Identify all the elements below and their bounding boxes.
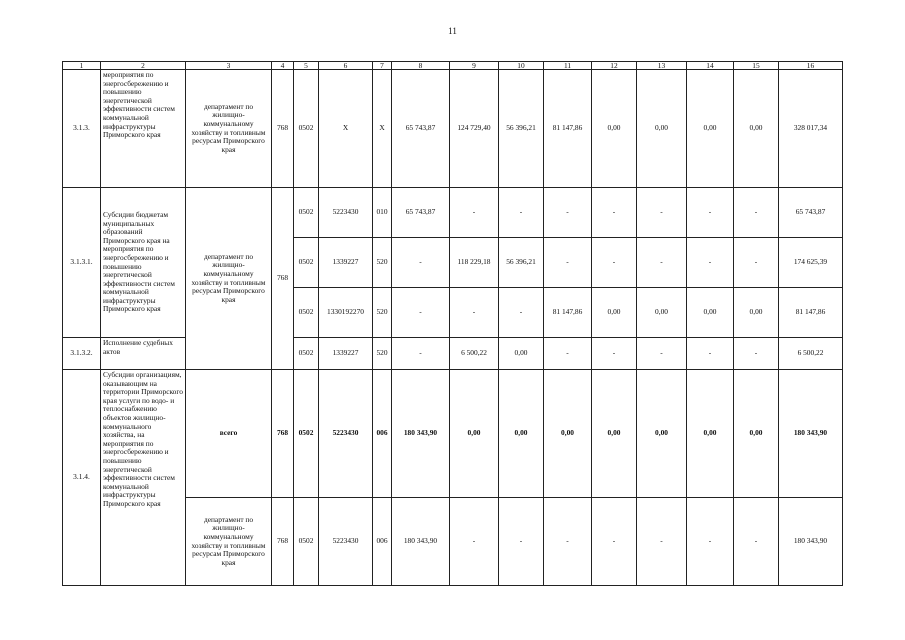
row-description: мероприятия по энергосбережению и повышению энергетической эффективности систем коммунальной инфраструктуры Приморского края: [101, 70, 186, 188]
cell-c12: -: [592, 188, 637, 238]
cell-c8: 180 343,90: [392, 370, 450, 498]
cell-c12: 0,00: [592, 70, 637, 188]
cell-c13: -: [637, 188, 687, 238]
cell-c11: -: [544, 238, 592, 288]
cell-c10: 56 396,21: [499, 70, 544, 188]
cell-c13: -: [637, 498, 687, 586]
cell-c7: X: [373, 70, 392, 188]
cell-c14: -: [687, 338, 734, 370]
row-department: департамент по жилищно-коммунальному хозяйству и топливным ресурсам Приморского края: [186, 70, 272, 188]
cell-c14: 0,00: [687, 70, 734, 188]
cell-c4: 768: [272, 498, 294, 586]
cell-c4: 768: [272, 188, 294, 370]
cell-c12: -: [592, 238, 637, 288]
cell-c5: 0502: [294, 498, 319, 586]
cell-c16: 174 625,39: [779, 238, 843, 288]
cell-c11: -: [544, 338, 592, 370]
cell-c6: 1339227: [319, 238, 373, 288]
col-header: 5: [294, 62, 319, 70]
col-header: 4: [272, 62, 294, 70]
col-header: 2: [101, 62, 186, 70]
cell-c5: 0502: [294, 238, 319, 288]
cell-c7: 520: [373, 288, 392, 338]
cell-c12: -: [592, 338, 637, 370]
cell-c9: -: [450, 498, 499, 586]
cell-c16: 328 017,34: [779, 70, 843, 188]
table-row: [63, 188, 843, 238]
cell-c14: -: [687, 238, 734, 288]
cell-c11: 81 147,86: [544, 288, 592, 338]
cell-c8: 65 743,87: [392, 70, 450, 188]
row-description: Субсидии бюджетам муниципальных образований Приморского края на мероприятия по энергосбережению и повышению энергетической эффективности систем коммунальной инфраструктуры Приморского края: [101, 188, 186, 338]
col-header: 9: [450, 62, 499, 70]
cell-c13: -: [637, 238, 687, 288]
cell-c12: 0,00: [592, 288, 637, 338]
cell-c7: 520: [373, 238, 392, 288]
cell-c8: -: [392, 338, 450, 370]
cell-c10: 0,00: [499, 338, 544, 370]
table-row: [63, 338, 843, 370]
cell-c13: 0,00: [637, 288, 687, 338]
cell-c6: 5223430: [319, 498, 373, 586]
cell-c5: 0502: [294, 288, 319, 338]
cell-c5: 0502: [294, 370, 319, 498]
col-header: 16: [779, 62, 843, 70]
cell-c16: 180 343,90: [779, 370, 843, 498]
cell-c9: -: [450, 188, 499, 238]
col-header: 3: [186, 62, 272, 70]
cell-c8: -: [392, 238, 450, 288]
cell-c6: 5223430: [319, 188, 373, 238]
col-header: 12: [592, 62, 637, 70]
table-row: [63, 70, 843, 188]
cell-c10: 56 396,21: [499, 238, 544, 288]
cell-c5: 0502: [294, 188, 319, 238]
cell-c5: 0502: [294, 338, 319, 370]
row-department: всего: [186, 370, 272, 498]
cell-c15: -: [734, 498, 779, 586]
cell-c13: 0,00: [637, 370, 687, 498]
cell-c16: 180 343,90: [779, 498, 843, 586]
row-code: 3.1.4.: [63, 370, 101, 586]
cell-c14: 0,00: [687, 370, 734, 498]
cell-c15: -: [734, 188, 779, 238]
page-number: 11: [448, 26, 457, 36]
cell-c7: 006: [373, 498, 392, 586]
cell-c15: -: [734, 238, 779, 288]
col-header: 14: [687, 62, 734, 70]
cell-c6: 1339227: [319, 338, 373, 370]
cell-c16: 81 147,86: [779, 288, 843, 338]
cell-c16: 6 500,22: [779, 338, 843, 370]
row-code: 3.1.3.: [63, 70, 101, 188]
row-description: Исполнение судебных актов: [101, 338, 186, 370]
cell-c9: -: [450, 288, 499, 338]
cell-c14: -: [687, 188, 734, 238]
cell-c7: 006: [373, 370, 392, 498]
row-department: департамент по жилищно-коммунальному хозяйству и топливным ресурсам Приморского края: [186, 498, 272, 586]
cell-c12: -: [592, 498, 637, 586]
cell-c7: 010: [373, 188, 392, 238]
row-department: департамент по жилищно-коммунальному хозяйству и топливным ресурсам Приморского края: [186, 188, 272, 370]
column-number-row: [63, 62, 843, 70]
cell-c8: 180 343,90: [392, 498, 450, 586]
col-header: 1: [63, 62, 101, 70]
cell-c12: 0,00: [592, 370, 637, 498]
cell-c14: 0,00: [687, 288, 734, 338]
cell-c6: 5223430: [319, 370, 373, 498]
cell-c15: 0,00: [734, 288, 779, 338]
cell-c6: X: [319, 70, 373, 188]
cell-c15: -: [734, 338, 779, 370]
row-description: Субсидии организациям, оказывающим на территории Приморского края услуги по водо- и теплоснабжению объектов жилищно-коммунального хозяйства, на мероприятия по энергосбережению и повышению энергетической эффективности систем коммунальной инфраструктуры Приморского края: [101, 370, 186, 586]
cell-c10: -: [499, 498, 544, 586]
budget-table: [62, 61, 843, 586]
cell-c15: 0,00: [734, 370, 779, 498]
col-header: 8: [392, 62, 450, 70]
cell-c7: 520: [373, 338, 392, 370]
cell-c8: -: [392, 288, 450, 338]
cell-c9: 118 229,18: [450, 238, 499, 288]
cell-c13: 0,00: [637, 70, 687, 188]
cell-c13: -: [637, 338, 687, 370]
col-header: 11: [544, 62, 592, 70]
row-code: 3.1.3.1.: [63, 188, 101, 338]
cell-c11: -: [544, 188, 592, 238]
cell-c6: 1330192270: [319, 288, 373, 338]
cell-c11: 81 147,86: [544, 70, 592, 188]
col-header: 6: [319, 62, 373, 70]
cell-c4: 768: [272, 70, 294, 188]
cell-c10: -: [499, 188, 544, 238]
cell-c15: 0,00: [734, 70, 779, 188]
cell-c9: 124 729,40: [450, 70, 499, 188]
table-row: [63, 370, 843, 498]
cell-c9: 6 500,22: [450, 338, 499, 370]
cell-c11: 0,00: [544, 370, 592, 498]
cell-c16: 65 743,87: [779, 188, 843, 238]
row-code: 3.1.3.2.: [63, 338, 101, 370]
cell-c8: 65 743,87: [392, 188, 450, 238]
cell-c14: -: [687, 498, 734, 586]
cell-c5: 0502: [294, 70, 319, 188]
col-header: 10: [499, 62, 544, 70]
cell-c10: 0,00: [499, 370, 544, 498]
cell-c4: 768: [272, 370, 294, 498]
col-header: 7: [373, 62, 392, 70]
col-header: 15: [734, 62, 779, 70]
cell-c11: -: [544, 498, 592, 586]
cell-c9: 0,00: [450, 370, 499, 498]
col-header: 13: [637, 62, 687, 70]
cell-c10: -: [499, 288, 544, 338]
